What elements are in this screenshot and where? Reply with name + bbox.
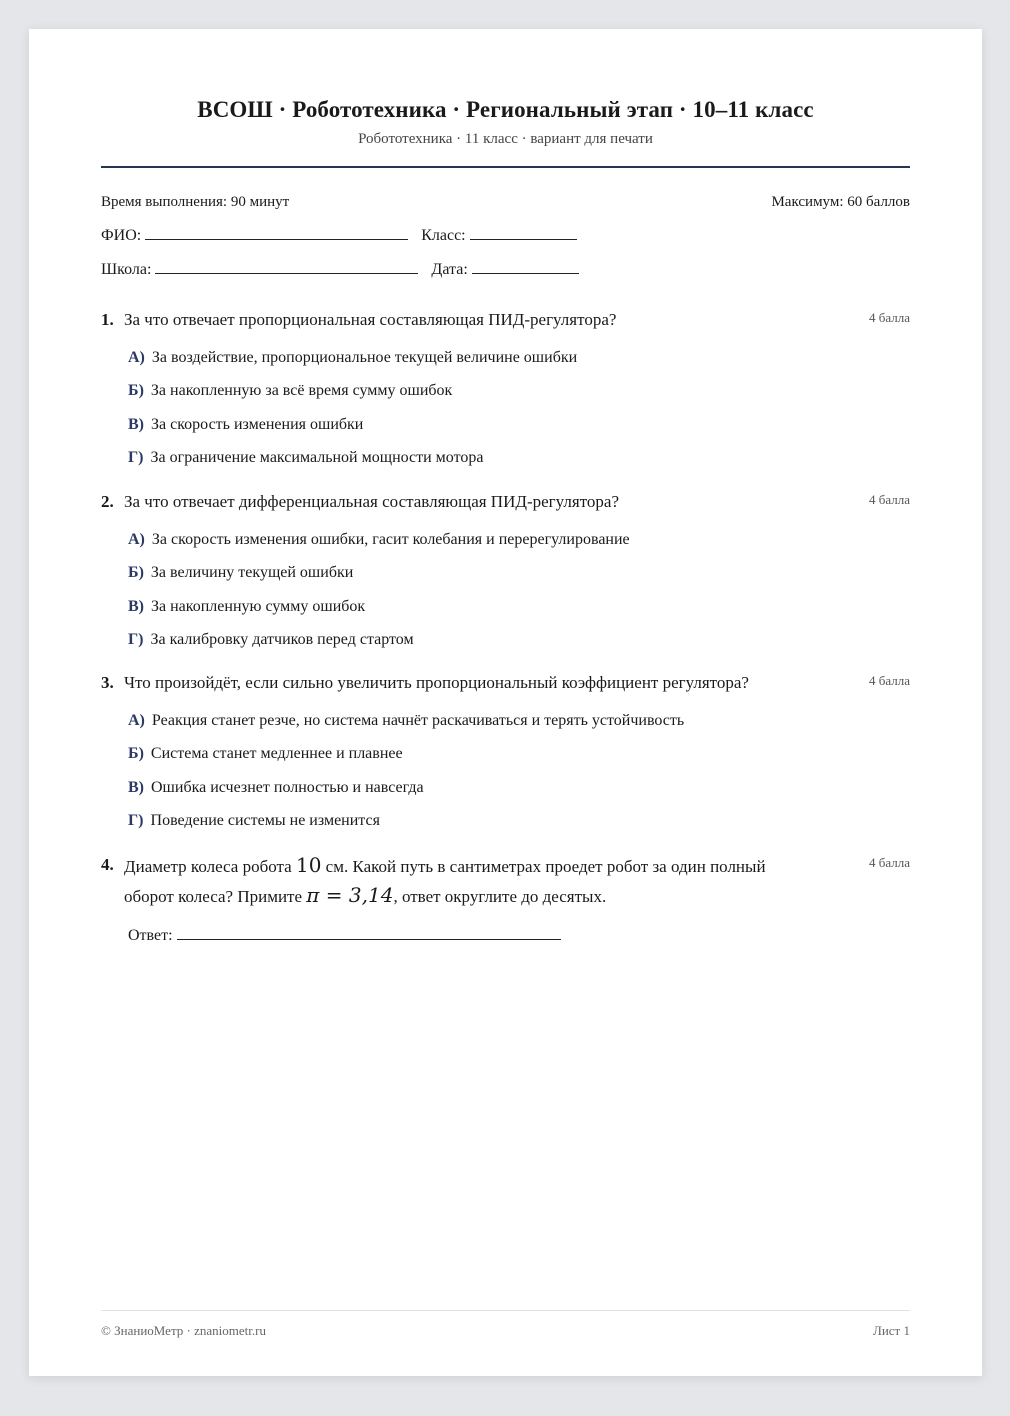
question-points: 4 балла (869, 310, 910, 325)
question-text-part2: см. Какой путь в сантиметрах проедет робот за один полный оборот колеса? Примите (124, 857, 766, 906)
option-text: Ошибка исчезнет полностью и навсегда (151, 778, 424, 796)
footer-sheet-number: Лист 1 (873, 1323, 910, 1338)
option-b[interactable] (101, 744, 910, 764)
option-g[interactable] (101, 811, 910, 831)
page-subtitle: Робототехника · 11 класс · вариант для печати (358, 131, 653, 147)
question-points: 4 балла (869, 492, 910, 507)
question-points: 4 балла (869, 673, 910, 688)
school-label: Школа: (101, 261, 152, 278)
question-header (101, 306, 910, 334)
footer-copyright: © ЗнаниоМетр · znaniometr.ru (101, 1323, 266, 1338)
option-a[interactable] (101, 530, 910, 550)
option-a[interactable] (101, 348, 910, 368)
question-text-part3: , ответ округлите до десятых. (393, 887, 607, 906)
school-field[interactable] (155, 259, 418, 274)
question-4 (101, 851, 910, 945)
option-a[interactable] (101, 711, 910, 731)
option-letter: Б) (128, 745, 144, 762)
option-letter: Б) (128, 564, 144, 581)
option-text: Реакция станет резче, но система начнёт раскачиваться и терять устойчивость (151, 711, 685, 729)
question-header (101, 488, 910, 516)
option-g[interactable] (101, 630, 910, 650)
meta-row (101, 194, 910, 211)
option-letter: В) (128, 597, 144, 615)
fio-label: ФИО: (101, 227, 142, 244)
option-text: За величину текущей ошибки (150, 564, 354, 581)
worksheet-page (29, 29, 982, 1376)
class-label: Класс: (421, 227, 466, 244)
answer-row (101, 925, 910, 945)
question-1 (101, 306, 910, 468)
question-text: Что произойдёт, если сильно увеличить пропорциональный коэффициент регулятора? (124, 673, 749, 692)
option-text: За накопленную за всё время сумму ошибок (150, 382, 453, 399)
question-number: 1. (101, 310, 114, 329)
answer-label: Ответ: (128, 927, 173, 944)
footer-divider (101, 1310, 910, 1311)
class-field[interactable] (470, 225, 577, 240)
page-title: ВСОШ · Робототехника · Региональный этап · 10–11 класс (197, 97, 814, 122)
header-divider (101, 166, 910, 168)
question-text: За что отвечает дифференциальная составляющая ПИД-регулятора? (124, 492, 619, 511)
option-text: Система станет медленнее и плавнее (150, 745, 403, 762)
date-field[interactable] (472, 259, 579, 274)
option-letter: А) (128, 711, 145, 729)
option-b[interactable] (101, 381, 910, 401)
max-score: Максимум: 60 баллов (771, 194, 910, 210)
question-number: 2. (101, 492, 114, 511)
option-v[interactable] (101, 778, 910, 798)
question-text-part1: Диаметр колеса робота (124, 857, 296, 876)
option-letter: А) (128, 348, 145, 366)
option-text: За воздействие, пропорциональное текущей величине ошибки (151, 348, 578, 366)
question-text: За что отвечает пропорциональная составляющая ПИД-регулятора? (124, 310, 617, 329)
answer-field[interactable] (177, 925, 561, 940)
option-letter: В) (128, 778, 144, 796)
fio-class-row (101, 225, 577, 245)
math-diameter: 10 (295, 853, 322, 877)
question-header (101, 851, 910, 911)
option-text: За калибровку датчиков перед стартом (150, 631, 414, 648)
option-letter: В) (128, 415, 144, 433)
option-b[interactable] (101, 563, 910, 583)
question-points: 4 балла (869, 855, 910, 870)
option-letter: А) (128, 530, 145, 548)
option-letter: Г) (128, 631, 144, 648)
question-number: 3. (101, 673, 114, 692)
option-text: За ограничение максимальной мощности мотора (150, 449, 484, 466)
question-header (101, 669, 910, 697)
option-v[interactable] (101, 415, 910, 435)
option-text: Поведение системы не изменится (150, 812, 380, 829)
school-date-row (101, 259, 579, 279)
fio-field[interactable] (145, 225, 408, 240)
question-2 (101, 488, 910, 650)
time-limit: Время выполнения: 90 минут (101, 194, 290, 210)
option-text: За скорость изменения ошибки (151, 415, 364, 433)
footer (101, 1323, 910, 1339)
date-label: Дата: (431, 261, 468, 278)
option-letter: Б) (128, 382, 144, 399)
option-text: За скорость изменения ошибки, гасит колебания и перерегулирование (151, 530, 630, 548)
question-number: 4. (101, 855, 114, 874)
question-3 (101, 669, 910, 831)
option-v[interactable] (101, 597, 910, 617)
option-letter: Г) (128, 812, 144, 829)
option-letter: Г) (128, 449, 144, 466)
math-pi: π = 3,14 (306, 883, 394, 907)
option-text: За накопленную сумму ошибок (151, 597, 366, 615)
option-g[interactable] (101, 448, 910, 468)
